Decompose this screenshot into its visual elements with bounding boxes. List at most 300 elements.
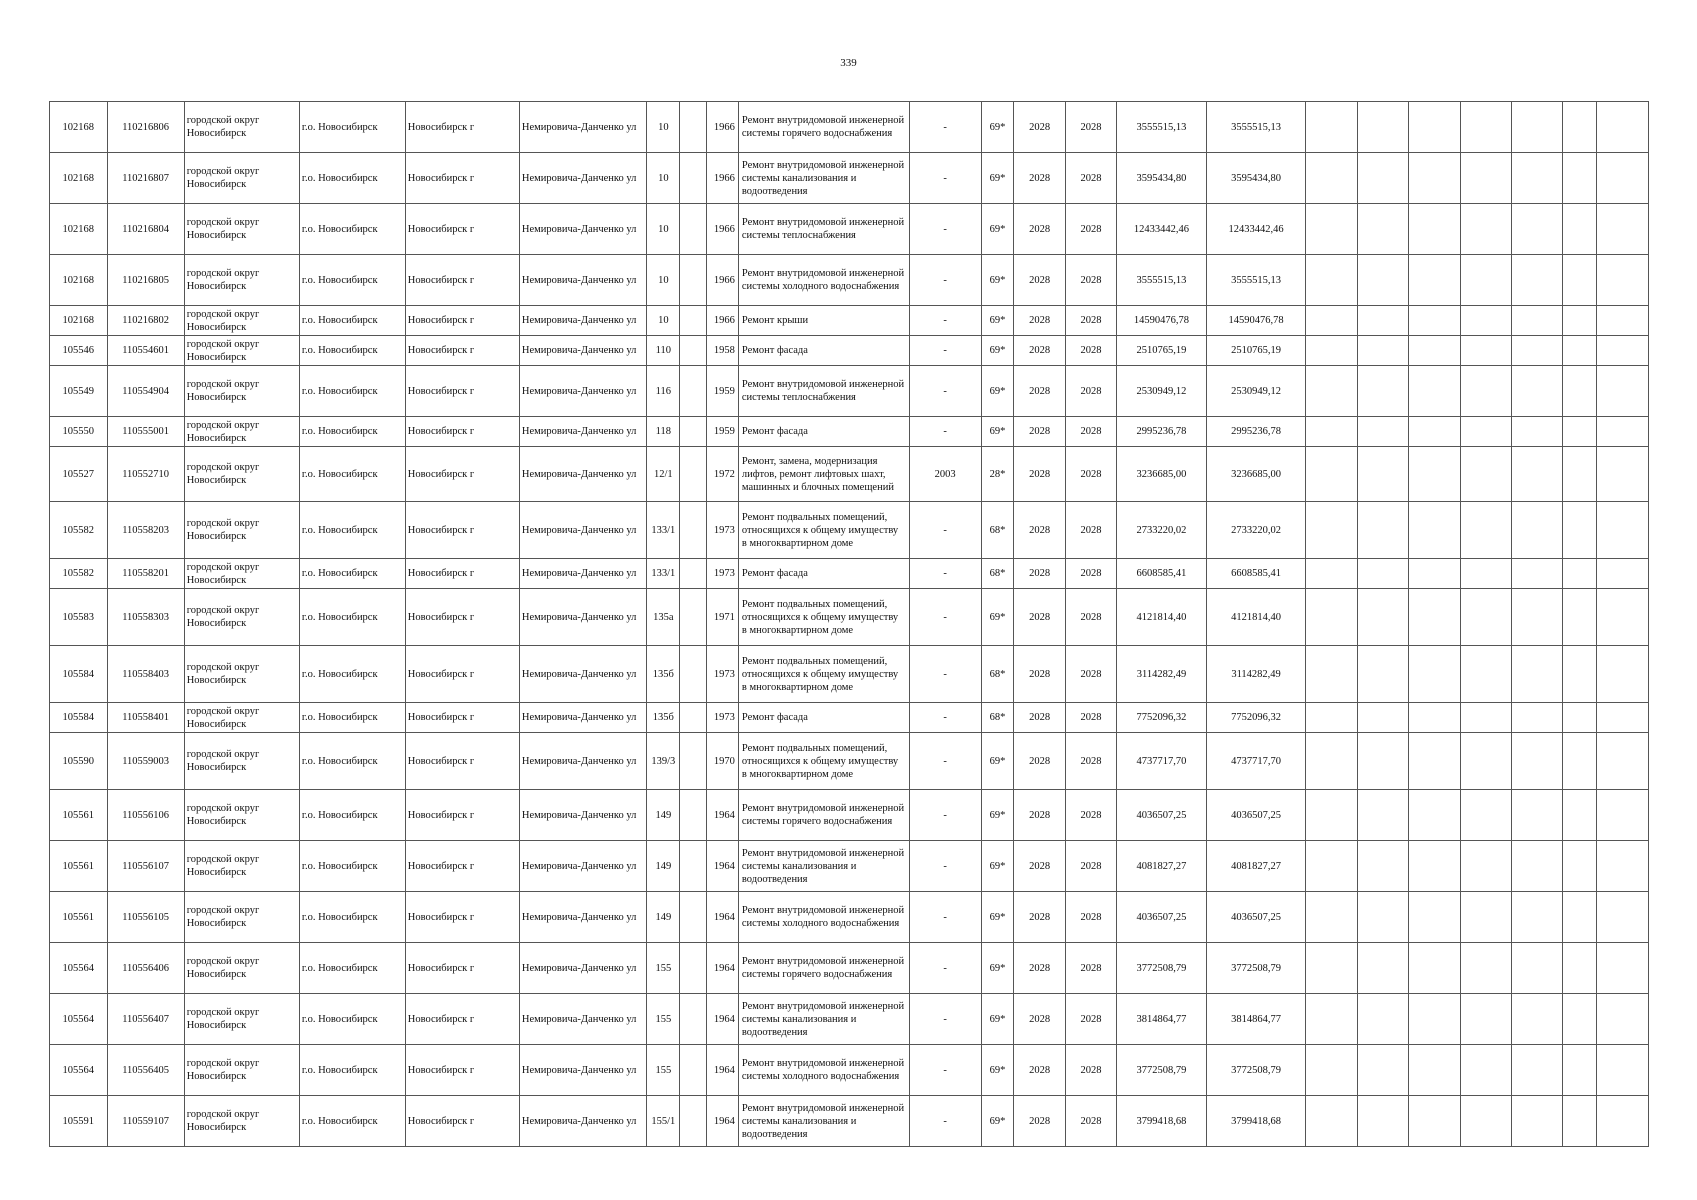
cell-empty xyxy=(1409,502,1460,559)
cell-last-year: - xyxy=(909,1096,981,1147)
cell-empty xyxy=(1306,790,1357,841)
cell-extra xyxy=(680,994,707,1045)
cell-empty xyxy=(1597,447,1649,502)
cell-empty xyxy=(1512,994,1563,1045)
cell-city: Новосибирск г xyxy=(405,994,519,1045)
cell-extra xyxy=(680,204,707,255)
cell-city: Новосибирск г xyxy=(405,559,519,589)
cell-empty xyxy=(1597,892,1649,943)
cell-empty xyxy=(1563,589,1597,646)
cell-empty xyxy=(1460,366,1511,417)
cell-plan-from: 2028 xyxy=(1014,204,1065,255)
cell-empty xyxy=(1460,892,1511,943)
cell-empty xyxy=(1306,306,1357,336)
cell-plan-from: 2028 xyxy=(1014,255,1065,306)
cell-empty xyxy=(1597,589,1649,646)
cell-extra xyxy=(680,502,707,559)
cell-empty xyxy=(1460,559,1511,589)
cell-empty xyxy=(1409,306,1460,336)
cell-year: 1964 xyxy=(707,892,739,943)
cell-wear: 68* xyxy=(981,502,1014,559)
cell-cost: 14590476,78 xyxy=(1117,306,1206,336)
cell-empty xyxy=(1512,1096,1563,1147)
cell-empty xyxy=(1409,336,1460,366)
cell-id: 105561 xyxy=(50,841,108,892)
cell-empty xyxy=(1357,153,1408,204)
cell-work: Ремонт внутридомовой инженерной системы канализования и водоотведения xyxy=(738,153,909,204)
cell-extra xyxy=(680,841,707,892)
cell-empty xyxy=(1563,255,1597,306)
cell-plan-from: 2028 xyxy=(1014,733,1065,790)
cell-empty xyxy=(1597,841,1649,892)
cell-last-year: - xyxy=(909,703,981,733)
cell-empty xyxy=(1357,1096,1408,1147)
cell-empty xyxy=(1409,1045,1460,1096)
cell-plan-from: 2028 xyxy=(1014,502,1065,559)
cell-plan-to: 2028 xyxy=(1065,366,1116,417)
cell-empty xyxy=(1460,102,1511,153)
cell-last-year: 2003 xyxy=(909,447,981,502)
cell-empty xyxy=(1306,1096,1357,1147)
cell-street: Немировича-Данченко ул xyxy=(519,1096,647,1147)
cell-id: 105564 xyxy=(50,994,108,1045)
cell-empty xyxy=(1357,559,1408,589)
cell-street: Немировича-Данченко ул xyxy=(519,306,647,336)
cell-total: 4036507,25 xyxy=(1206,790,1306,841)
cell-year: 1958 xyxy=(707,336,739,366)
table-row xyxy=(50,102,1649,153)
cell-municipality: городской округ Новосибирск xyxy=(184,1045,299,1096)
cell-empty xyxy=(1306,589,1357,646)
cell-empty xyxy=(1597,994,1649,1045)
cell-code: 110556405 xyxy=(107,1045,184,1096)
cell-empty xyxy=(1563,306,1597,336)
cell-city: Новосибирск г xyxy=(405,703,519,733)
cell-municipality: городской округ Новосибирск xyxy=(184,994,299,1045)
cell-empty xyxy=(1306,204,1357,255)
cell-id: 105591 xyxy=(50,1096,108,1147)
cell-year: 1966 xyxy=(707,204,739,255)
cell-year: 1964 xyxy=(707,1096,739,1147)
cell-total: 3772508,79 xyxy=(1206,943,1306,994)
cell-code: 110558403 xyxy=(107,646,184,703)
cell-wear: 69* xyxy=(981,790,1014,841)
cell-empty xyxy=(1512,646,1563,703)
cell-code: 110556106 xyxy=(107,790,184,841)
cell-year: 1966 xyxy=(707,255,739,306)
cell-city: Новосибирск г xyxy=(405,336,519,366)
cell-last-year: - xyxy=(909,153,981,204)
cell-empty xyxy=(1512,417,1563,447)
cell-municipality: городской округ Новосибирск xyxy=(184,417,299,447)
cell-empty xyxy=(1597,102,1649,153)
cell-last-year: - xyxy=(909,841,981,892)
cell-empty xyxy=(1357,336,1408,366)
cell-district: г.о. Новосибирск xyxy=(299,790,405,841)
cell-code: 110559003 xyxy=(107,733,184,790)
cell-house: 155/1 xyxy=(647,1096,680,1147)
cell-empty xyxy=(1306,255,1357,306)
cell-district: г.о. Новосибирск xyxy=(299,559,405,589)
cell-city: Новосибирск г xyxy=(405,153,519,204)
cell-wear: 69* xyxy=(981,366,1014,417)
cell-city: Новосибирск г xyxy=(405,733,519,790)
cell-extra xyxy=(680,559,707,589)
cell-cost: 2995236,78 xyxy=(1117,417,1206,447)
cell-empty xyxy=(1597,417,1649,447)
cell-empty xyxy=(1563,559,1597,589)
cell-empty xyxy=(1306,153,1357,204)
cell-empty xyxy=(1563,502,1597,559)
cell-total: 14590476,78 xyxy=(1206,306,1306,336)
cell-city: Новосибирск г xyxy=(405,646,519,703)
cell-plan-to: 2028 xyxy=(1065,1096,1116,1147)
cell-district: г.о. Новосибирск xyxy=(299,943,405,994)
cell-extra xyxy=(680,255,707,306)
cell-empty xyxy=(1409,646,1460,703)
cell-plan-to: 2028 xyxy=(1065,892,1116,943)
cell-extra xyxy=(680,102,707,153)
cell-house: 135а xyxy=(647,589,680,646)
cell-municipality: городской округ Новосибирск xyxy=(184,892,299,943)
cell-empty xyxy=(1357,646,1408,703)
cell-wear: 69* xyxy=(981,943,1014,994)
cell-empty xyxy=(1409,994,1460,1045)
cell-id: 105546 xyxy=(50,336,108,366)
cell-empty xyxy=(1597,153,1649,204)
cell-house: 116 xyxy=(647,366,680,417)
cell-wear: 69* xyxy=(981,102,1014,153)
capital-repair-table xyxy=(49,101,1649,1147)
cell-city: Новосибирск г xyxy=(405,502,519,559)
cell-code: 110216802 xyxy=(107,306,184,336)
cell-work: Ремонт фасада xyxy=(738,703,909,733)
cell-plan-to: 2028 xyxy=(1065,153,1116,204)
cell-empty xyxy=(1563,943,1597,994)
cell-plan-from: 2028 xyxy=(1014,559,1065,589)
cell-total: 4121814,40 xyxy=(1206,589,1306,646)
cell-house: 149 xyxy=(647,790,680,841)
cell-empty xyxy=(1597,646,1649,703)
table-row xyxy=(50,841,1649,892)
cell-empty xyxy=(1512,336,1563,366)
cell-empty xyxy=(1306,646,1357,703)
cell-city: Новосибирск г xyxy=(405,366,519,417)
cell-municipality: городской округ Новосибирск xyxy=(184,255,299,306)
cell-wear: 69* xyxy=(981,1096,1014,1147)
cell-city: Новосибирск г xyxy=(405,943,519,994)
cell-city: Новосибирск г xyxy=(405,417,519,447)
table-row xyxy=(50,1045,1649,1096)
cell-street: Немировича-Данченко ул xyxy=(519,994,647,1045)
cell-empty xyxy=(1563,994,1597,1045)
table-body xyxy=(50,102,1649,1147)
cell-year: 1973 xyxy=(707,559,739,589)
cell-district: г.о. Новосибирск xyxy=(299,841,405,892)
cell-street: Немировича-Данченко ул xyxy=(519,733,647,790)
cell-district: г.о. Новосибирск xyxy=(299,892,405,943)
cell-empty xyxy=(1357,841,1408,892)
cell-street: Немировича-Данченко ул xyxy=(519,790,647,841)
cell-cost: 2510765,19 xyxy=(1117,336,1206,366)
cell-empty xyxy=(1597,703,1649,733)
cell-house: 155 xyxy=(647,994,680,1045)
cell-extra xyxy=(680,646,707,703)
cell-plan-from: 2028 xyxy=(1014,336,1065,366)
cell-wear: 69* xyxy=(981,733,1014,790)
cell-empty xyxy=(1357,102,1408,153)
cell-empty xyxy=(1512,102,1563,153)
cell-empty xyxy=(1597,943,1649,994)
cell-work: Ремонт внутридомовой инженерной системы канализования и водоотведения xyxy=(738,841,909,892)
cell-total: 3114282,49 xyxy=(1206,646,1306,703)
cell-total: 2995236,78 xyxy=(1206,417,1306,447)
cell-house: 133/1 xyxy=(647,559,680,589)
cell-cost: 3814864,77 xyxy=(1117,994,1206,1045)
cell-empty xyxy=(1563,102,1597,153)
cell-plan-to: 2028 xyxy=(1065,703,1116,733)
cell-empty xyxy=(1306,417,1357,447)
cell-empty xyxy=(1306,841,1357,892)
cell-empty xyxy=(1597,790,1649,841)
cell-house: 110 xyxy=(647,336,680,366)
cell-wear: 68* xyxy=(981,559,1014,589)
cell-empty xyxy=(1563,703,1597,733)
cell-extra xyxy=(680,366,707,417)
cell-plan-to: 2028 xyxy=(1065,417,1116,447)
cell-id: 102168 xyxy=(50,306,108,336)
cell-empty xyxy=(1563,790,1597,841)
cell-cost: 4121814,40 xyxy=(1117,589,1206,646)
table-row xyxy=(50,943,1649,994)
cell-wear: 69* xyxy=(981,994,1014,1045)
cell-empty xyxy=(1460,417,1511,447)
cell-empty xyxy=(1306,733,1357,790)
cell-empty xyxy=(1597,1096,1649,1147)
cell-house: 10 xyxy=(647,102,680,153)
cell-city: Новосибирск г xyxy=(405,306,519,336)
cell-wear: 69* xyxy=(981,1045,1014,1096)
table-row xyxy=(50,153,1649,204)
cell-extra xyxy=(680,892,707,943)
cell-municipality: городской округ Новосибирск xyxy=(184,366,299,417)
cell-empty xyxy=(1357,790,1408,841)
cell-street: Немировича-Данченко ул xyxy=(519,589,647,646)
table-row xyxy=(50,1096,1649,1147)
cell-street: Немировича-Данченко ул xyxy=(519,447,647,502)
cell-plan-to: 2028 xyxy=(1065,733,1116,790)
cell-street: Немировича-Данченко ул xyxy=(519,204,647,255)
cell-plan-from: 2028 xyxy=(1014,1045,1065,1096)
cell-plan-to: 2028 xyxy=(1065,994,1116,1045)
cell-cost: 4036507,25 xyxy=(1117,790,1206,841)
cell-empty xyxy=(1409,703,1460,733)
cell-municipality: городской округ Новосибирск xyxy=(184,153,299,204)
cell-street: Немировича-Данченко ул xyxy=(519,943,647,994)
table-row xyxy=(50,447,1649,502)
cell-empty xyxy=(1409,204,1460,255)
cell-cost: 12433442,46 xyxy=(1117,204,1206,255)
cell-empty xyxy=(1409,1096,1460,1147)
cell-year: 1966 xyxy=(707,102,739,153)
table-row xyxy=(50,255,1649,306)
cell-total: 3595434,80 xyxy=(1206,153,1306,204)
cell-empty xyxy=(1460,502,1511,559)
cell-municipality: городской округ Новосибирск xyxy=(184,703,299,733)
cell-cost: 4036507,25 xyxy=(1117,892,1206,943)
cell-empty xyxy=(1409,417,1460,447)
cell-empty xyxy=(1512,790,1563,841)
cell-district: г.о. Новосибирск xyxy=(299,1045,405,1096)
cell-empty xyxy=(1597,559,1649,589)
cell-extra xyxy=(680,447,707,502)
table-row xyxy=(50,366,1649,417)
cell-empty xyxy=(1597,336,1649,366)
cell-total: 3555515,13 xyxy=(1206,255,1306,306)
cell-plan-to: 2028 xyxy=(1065,306,1116,336)
cell-id: 105590 xyxy=(50,733,108,790)
cell-city: Новосибирск г xyxy=(405,841,519,892)
cell-last-year: - xyxy=(909,733,981,790)
cell-district: г.о. Новосибирск xyxy=(299,589,405,646)
cell-plan-from: 2028 xyxy=(1014,703,1065,733)
cell-id: 105550 xyxy=(50,417,108,447)
cell-last-year: - xyxy=(909,1045,981,1096)
cell-empty xyxy=(1597,502,1649,559)
table-row xyxy=(50,204,1649,255)
cell-empty xyxy=(1357,417,1408,447)
cell-empty xyxy=(1460,204,1511,255)
cell-empty xyxy=(1306,892,1357,943)
cell-house: 10 xyxy=(647,255,680,306)
cell-id: 105561 xyxy=(50,790,108,841)
cell-cost: 3555515,13 xyxy=(1117,102,1206,153)
cell-work: Ремонт внутридомовой инженерной системы холодного водоснабжения xyxy=(738,255,909,306)
cell-last-year: - xyxy=(909,589,981,646)
cell-empty xyxy=(1597,255,1649,306)
cell-district: г.о. Новосибирск xyxy=(299,204,405,255)
cell-total: 7752096,32 xyxy=(1206,703,1306,733)
cell-empty xyxy=(1357,589,1408,646)
cell-empty xyxy=(1357,994,1408,1045)
cell-last-year: - xyxy=(909,943,981,994)
cell-plan-to: 2028 xyxy=(1065,102,1116,153)
cell-empty xyxy=(1460,943,1511,994)
cell-district: г.о. Новосибирск xyxy=(299,502,405,559)
cell-work: Ремонт подвальных помещений, относящихся к общему имуществу в многоквартирном доме xyxy=(738,646,909,703)
cell-code: 110556105 xyxy=(107,892,184,943)
cell-year: 1964 xyxy=(707,943,739,994)
cell-municipality: городской округ Новосибирск xyxy=(184,336,299,366)
cell-code: 110216805 xyxy=(107,255,184,306)
cell-city: Новосибирск г xyxy=(405,1096,519,1147)
cell-total: 3772508,79 xyxy=(1206,1045,1306,1096)
cell-empty xyxy=(1512,589,1563,646)
cell-wear: 69* xyxy=(981,336,1014,366)
cell-id: 105564 xyxy=(50,943,108,994)
cell-empty xyxy=(1306,1045,1357,1096)
cell-total: 3236685,00 xyxy=(1206,447,1306,502)
cell-wear: 69* xyxy=(981,153,1014,204)
cell-empty xyxy=(1563,733,1597,790)
table-row xyxy=(50,589,1649,646)
cell-empty xyxy=(1563,417,1597,447)
cell-plan-to: 2028 xyxy=(1065,589,1116,646)
cell-code: 110558203 xyxy=(107,502,184,559)
table-row xyxy=(50,417,1649,447)
cell-id: 105564 xyxy=(50,1045,108,1096)
cell-cost: 2733220,02 xyxy=(1117,502,1206,559)
cell-wear: 69* xyxy=(981,892,1014,943)
cell-district: г.о. Новосибирск xyxy=(299,733,405,790)
cell-id: 102168 xyxy=(50,204,108,255)
cell-code: 110556407 xyxy=(107,994,184,1045)
cell-street: Немировича-Данченко ул xyxy=(519,892,647,943)
cell-extra xyxy=(680,306,707,336)
cell-total: 2530949,12 xyxy=(1206,366,1306,417)
cell-city: Новосибирск г xyxy=(405,790,519,841)
cell-plan-from: 2028 xyxy=(1014,366,1065,417)
cell-empty xyxy=(1306,102,1357,153)
cell-empty xyxy=(1409,255,1460,306)
cell-district: г.о. Новосибирск xyxy=(299,255,405,306)
cell-district: г.о. Новосибирск xyxy=(299,306,405,336)
cell-house: 135б xyxy=(647,703,680,733)
cell-house: 155 xyxy=(647,1045,680,1096)
cell-empty xyxy=(1512,502,1563,559)
cell-total: 12433442,46 xyxy=(1206,204,1306,255)
cell-empty xyxy=(1409,102,1460,153)
cell-empty xyxy=(1409,790,1460,841)
cell-empty xyxy=(1306,559,1357,589)
cell-year: 1973 xyxy=(707,502,739,559)
page-number: 339 xyxy=(840,57,857,69)
cell-plan-from: 2028 xyxy=(1014,153,1065,204)
cell-cost: 3555515,13 xyxy=(1117,255,1206,306)
cell-house: 133/1 xyxy=(647,502,680,559)
cell-year: 1973 xyxy=(707,646,739,703)
cell-empty xyxy=(1563,336,1597,366)
cell-last-year: - xyxy=(909,255,981,306)
cell-municipality: городской округ Новосибирск xyxy=(184,447,299,502)
cell-empty xyxy=(1460,1045,1511,1096)
cell-empty xyxy=(1563,841,1597,892)
cell-wear: 68* xyxy=(981,646,1014,703)
cell-street: Немировича-Данченко ул xyxy=(519,153,647,204)
cell-work: Ремонт внутридомовой инженерной системы горячего водоснабжения xyxy=(738,943,909,994)
cell-total: 3799418,68 xyxy=(1206,1096,1306,1147)
cell-code: 110554904 xyxy=(107,366,184,417)
cell-total: 6608585,41 xyxy=(1206,559,1306,589)
cell-work: Ремонт внутридомовой инженерной системы теплоснабжения xyxy=(738,366,909,417)
cell-street: Немировича-Данченко ул xyxy=(519,336,647,366)
cell-house: 149 xyxy=(647,841,680,892)
cell-city: Новосибирск г xyxy=(405,1045,519,1096)
cell-empty xyxy=(1357,204,1408,255)
cell-empty xyxy=(1409,841,1460,892)
cell-code: 110556107 xyxy=(107,841,184,892)
cell-municipality: городской округ Новосибирск xyxy=(184,204,299,255)
table-row xyxy=(50,646,1649,703)
cell-district: г.о. Новосибирск xyxy=(299,153,405,204)
cell-empty xyxy=(1306,366,1357,417)
cell-id: 105527 xyxy=(50,447,108,502)
cell-empty xyxy=(1460,646,1511,703)
cell-last-year: - xyxy=(909,102,981,153)
cell-empty xyxy=(1512,447,1563,502)
cell-empty xyxy=(1409,559,1460,589)
cell-empty xyxy=(1597,306,1649,336)
